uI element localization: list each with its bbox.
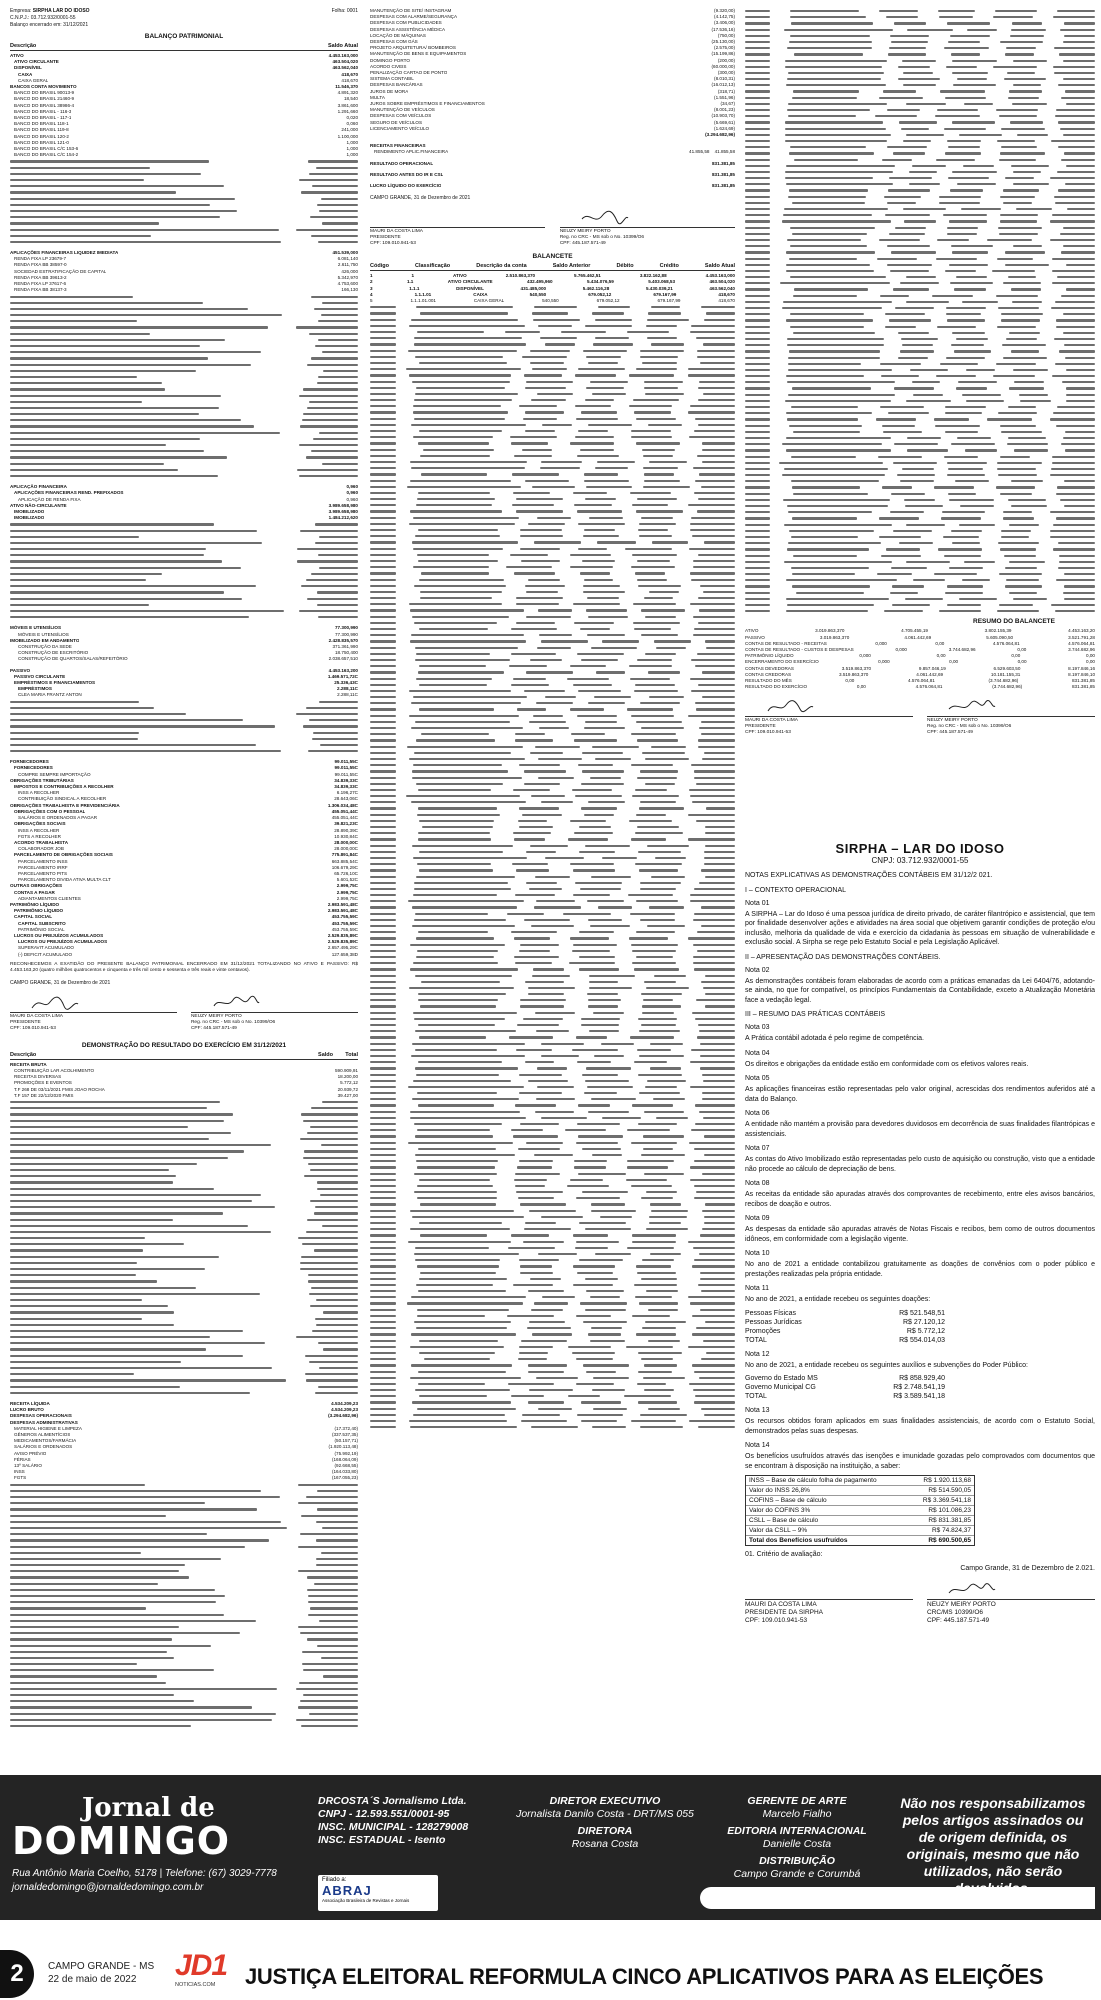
ledger-row: PENALIZAÇÃO CARTAO DE PONTO (300,00) xyxy=(370,70,735,76)
balancete-column: MANUTENÇÃO DE SITE/ INSTAGRAM (9.320,00) DESPESAS COM ALARME/SEGURANÇA (4.142,75) DESPESAS COM PUBLICIDADES (3.406,00) DESPESAS ASSISTÊNCIA MÉDICA (17.536,16) LOCAÇÃO DE MÁQUINAS (750,00) DESPESAS COM GÁS (25.130,00) PROJETO ARQUITETURA/ BOMBEIROS (2.575,00) MANUTENÇÃO DE BENS E EQUIPAMENTOS (15.199,86) DOMINGO PORTO (200,00) ACORDO CIVEIS (60.000,00) PENALIZAÇÃO CARTAO DE PONTO (300,00) SISTEMA CONTABIL (8.010,31) DESPESAS BANCÁRIAS (16.012,13) JUROS DE MORA (318,71) MULTA (1.551,96) JUROS SOBRE EMPRÉSTIMOS E FINANCIAMENTOS (34,67) MANUTENÇÃO DE VEÍCULOS (8.001,23) DESPESAS COM VEÍCULOS (10.903,70) SEGURO DE VEÍCULOS (5.669,61) LICENCIAMENTO VEÍCULO (1.624,69) (3.294.682,96) RECEITAS FINANCEIRAS RENDIMENTO APLIC.FINANCEIRA 41.855,58 41.855,58 RESULTADO OPERACIONAL 831.381,85 RESULTADO ANTES DO IR E CSL 831.381,85 LUCRO LÍQUIDO DO EXERCÍCIO 831.381,85 CAMPO GRANDE, 31 de Dezembro de 2021 MAURI DA COSTA LIMA PRESIDENTE CPF: 109.010.941-53 NEUZY MEIRY PORTO Reg. no CRC - MS sob o No. 10399/O6 CPF: 445.187.571-49 BALANCETE Código Classificação Descrição da conta Saldo Anterior Débito Crédito Saldo Atual 1 1 ATIVO 2.510.863,370 5.765.462,51 3.822.162,88 4.453.163,000 2 1.1 ATIVO CIRCULANTE 432.495,960 5.434.076,59 5.403.068,53 463.504,020 3 1.1.1 DISPONÍVEL 431.485,000 5.462.116,28 5.430.039,21 463.562,040 4 1.1.1.01 CAIXA 540,550 679.052,12 679.167,99 418,670 5 1.1.1.01.001 CAIXA GERAL 540,550 679.052,12 679.167,99 418,670 xyxy=(370,8,735,1758)
disclaimer: Não nos responsabilizamos pelos artigos assinados ou de origem definida, os originais, mesmo que não utilizados, não serão xyxy=(900,1795,1086,1879)
ledger-row: IMOBILIZADO 3.989.658,980 xyxy=(14,508,358,514)
ledger-row: ACORDO TRABALHISTA 28.000,00C xyxy=(14,839,358,845)
ledger-row: CONSTRUÇÃO DA SEDE 371.361,990 xyxy=(18,643,358,649)
summary-rows xyxy=(745,628,1095,690)
ledger-row: DESPESAS ASSISTÊNCIA MÉDICA (17.536,16) xyxy=(370,26,735,32)
lucro-liquido-value: 831.381,85 xyxy=(712,183,735,189)
ledger-row: CONTRIBUIÇÃO LAR ACOLHIMENTO 590.909,91 xyxy=(14,1067,358,1073)
ledger-row: RECEITA BRUTA xyxy=(10,1061,47,1067)
balancete-row: 1 1 ATIVO 2.510.863,370 5.765.462,51 3.822.162,88 4.453.163,000 xyxy=(370,273,735,279)
ledger-row: CONTRIBUIÇÃO SINDICAL A RECOLHER 28.643,06C xyxy=(18,796,358,802)
ledger-row: FÉRIAS (168.064,09) xyxy=(14,1456,358,1462)
ledger-row: IMOBILIZADO EM ANDAMENTO 2.428.835,570 xyxy=(10,637,358,643)
ledger-row: MATERIAL HIGIENE E LIMPEZA (17.372,40) xyxy=(14,1425,358,1431)
balanco-rows-passivo xyxy=(10,668,358,699)
table-row: Promoções R$ 5.772,12 xyxy=(745,1327,945,1335)
signature-block: MAURI DA COSTA LIMA PRESIDENTE CPF: 109.010.941-53 NEUZY MEIRY PORTO Reg. no CRC - MS sob o No. 10399/O6 CPF: 445.187.571-49 xyxy=(370,209,735,247)
ledger-row: BANCO DO BRASIL 118-1 0,060 xyxy=(14,121,358,127)
ledger-filler xyxy=(10,294,358,480)
ledger-row: SUPERAVIT ACUMULADO 2.657.495,29C xyxy=(18,945,358,951)
signature-scribble xyxy=(745,698,913,716)
ledger-row: DESPESAS COM GÁS (25.130,00) xyxy=(370,39,735,45)
summary-row: PASSIVO 3.019.863,370 4.061.442,69 5.605.090,50 3.521.791,28 xyxy=(745,634,1095,640)
ledger-row: EMPRÉSTIMOS E FINANCIAMENTOS 25.336,43C xyxy=(14,679,358,685)
signature-scribble xyxy=(10,994,177,1012)
page-bottom-bar xyxy=(0,1920,1101,2000)
table-row: Governo do Estado MS R$ 858.929,40 xyxy=(745,1375,945,1382)
ledger-row: LUCROS OU PREJUÍZOS ACUMULADOS 2.529.835,89C xyxy=(14,932,358,938)
ledger-row: PARCELAMENTO DE OBRIGAÇÕES SOCIAIS 775.891,84C xyxy=(14,852,358,858)
balancete-row: 3 1.1.1 DISPONÍVEL 431.485,000 5.462.116,28 5.430.039,21 463.562,040 xyxy=(370,285,735,291)
balancete-continuation-column xyxy=(745,8,1095,828)
ledger-row: ADIANTAMENTOS CLIENTES 2.999,75C xyxy=(18,895,358,901)
ledger-row: RECEITA LÍQUIDA 4.534.209,23 xyxy=(10,1400,358,1406)
notes-cnpj: CNPJ: 03.712.932/0001-55 xyxy=(871,856,969,865)
balanco-column-header: Descrição Saldo Atual xyxy=(10,43,358,49)
signature-scribble xyxy=(191,994,358,1012)
ledger-row: SOCIEDAD ESTRATIFICAÇÃO DE CAPITAL 426,000 xyxy=(14,268,358,274)
donations-table xyxy=(745,1309,1095,1345)
ledger-row: SALÁRIOS E ORDENADOS A PAGAR 455.051,44C xyxy=(18,815,358,821)
ledger-row: BANCO DO BRASIL 38986-4 3.861,600 xyxy=(14,102,358,108)
ledger-row: CAIXA 418,670 xyxy=(18,71,358,77)
ledger-row: JUROS DE MORA (318,71) xyxy=(370,88,735,94)
table-row: Pessoas Jurídicas R$ 27.120,12 xyxy=(745,1318,945,1326)
table-row: Valor da CSLL – 9% R$ 74.824,37 xyxy=(746,1526,974,1536)
ledger-row: LUCRO BRUTO 4.534.209,23 xyxy=(10,1407,358,1413)
table-row: COFINS – Base de cálculo R$ 3.369.541,18 xyxy=(746,1496,974,1506)
ledger-row: INSS (164.033,80) xyxy=(14,1469,358,1475)
table-row: Governo Municipal CG R$ 2.748.541,19 xyxy=(745,1384,945,1391)
signature-right: NEUZY MEIRY PORTO Reg. no CRC - MS sob o No. 10399/O6 CPF: 445.187.571-49 xyxy=(191,994,358,1032)
ledger-row: CONTAS A PAGAR 2.999,75C xyxy=(14,889,358,895)
summary-title: RESUMO DO BALANCETE xyxy=(973,618,1055,626)
ledger-row: DESPESAS OPERACIONAIS (3.294.682,96) xyxy=(10,1413,358,1419)
ledger-row: SALÁRIOS E ORDENADOS (1.920.113,48) xyxy=(14,1444,358,1450)
subsidies-table xyxy=(745,1374,1095,1401)
ledger-row: IMOBILIZADO 1.484.212,620 xyxy=(14,515,358,521)
balancete-header-cell: Débito xyxy=(616,263,634,270)
ledger-row: RENDA FIXA LP 23679-7 6.081,140 xyxy=(14,256,358,262)
summary-row: CONTAS DEVEDORAS 3.519.863,370 9.857.046,19 6.529.603,50 8.197.846,16 xyxy=(745,665,1095,671)
ledger-row: PARCELAMENTO INSS 663.885,54C xyxy=(18,858,358,864)
ledger-row: PASSIVO 4.453.163,200 xyxy=(10,667,358,673)
notes-column: SIRPHA – LAR DO IDOSO CNPJ: 03.712.932/0001-55 NOTAS EXPLICATIVAS AS DEMONSTRAÇÕES CONTÁBEIS EM 31/12/2 021. I – CONTEXTO OPERACIONAL Nota 01 A SIRPHA – Lar do Idoso é uma pessoa jurídica de direito privado, de caráter filantrópico e assistencial, que tem por finalidade desenvolver ações e atividades na área social que objetivem garantir condições de proteção e/ou inclusão, melhoria da qualidade de vida e exercício da cidadania às pessoas em situação de vulnerabilidade e exclusão social. A Sirpha se rege pelo Estatuto Social e pela Legislação Aplicável. II – APRESENTAÇÃO DAS DEMONSTRAÇÕES CONTÁBEIS. Nota 02 As demonstrações contábeis foram elaboradas de acordo com a práticas emanadas da Lei 6404/76, adotando-se ainda, no que for compatível, os princípios Fundamentais da Contabilidade, exceto a Atualização Monetária face a vedação legal. III – RESUMO DAS PRÁTICAS CONTÁBEIS Nota 03 A Prática contábil adotada é pelo regime de competência. Nota 04 Os direitos e obrigações da entidade estão em conformidade com os efetivos valores reais. Nota 05 As aplicações financeiras estão representadas pelo valor original, acrescidas dos rendimentos auferidos até a data do Balanço. Nota 06 A entidade não mantém a provisão para devedores duvidosos em decorrência de suas finalidades filantrópicas e assistenciais. Nota 07 As contas do Ativo Imobilizado estão representadas pelo custo de aquisição ou construção, visto que a entidade não procede ao cálculo de depreciação de bens. Nota 08 As receitas da entidade são apuradas através dos comprovantes de recebimento, entre eles avisos bancários, recibos de doação e outros. Nota 09 As despesas da entidade são apuradas através de Notas Fiscais e recibos, bem como de outros documentos idôneos, em conformidade com a legislação vigente. Nota 10 No ano de 2021 a entidade contabilizou gratuitamente as doações de convênios com o poder público e prestações realizadas pela própria entidade. Nota 11 No ano de 2021, a entidade recebeu os seguintes doações: Pessoas Físicas R$ 521.548,51 Pessoas Jurídicas R$ 27.120,12 Promoções R$ 5.772,12 TOTAL R$ 554.014,03 Nota 12 No ano de 2021, a entidade recebeu os seguintes auxílios e subvenções do Poder Público: Governo do Estado MS R$ 858.929,40 Governo Municipal CG R$ 2.748.541,19 TOTAL R$ 3.589.541,18 Nota 13 Os recursos obtidos foram aplicados em suas finalidades assistenciais, de acordo com o Estatuto Social, demonstrados pelas suas despesas. Nota 14 Os benefícios usufruídos através das isenções e imunidade gozadas pelo comprovados com documentos que se encontram à disposição na instituição, a saber: INSS – Base de cálculo folha de pagamento R$ 1.920.113,68 Valor do INSS 26,8% R$ 514.590,05 COFINS – Base de cálculo R$ 3.369.541,18 Valor do COFINS 3% R$ 101.086,23 CSLL – Base de cálculo R$ 831.381,85 Valor da CSLL – 9% R$ 74.824,37 Total dos Benefícios usufruídos R$ 690.500,65 01. Critério de avaliação: Campo Grande, 31 de Dezembro de 2.021. MAURI DA COSTA LIMA PRESIDENTE DA SIRPHA CPF: 109.010.941-53 NEUZY MEIRY PORTO CRC/MS 10399/O6 CPF: 445.187.571-49 xyxy=(745,841,1095,1624)
balanco-rows-aplicacoes xyxy=(10,250,358,293)
ledger-row: MÓVEIS E UTENSÍLIOS 77.300,990 xyxy=(10,625,358,631)
balancete-row: 4 1.1.1.01 CAIXA 540,550 679.052,12 679.167,99 418,670 xyxy=(370,291,735,297)
ledger-row: BANCO DO BRASIL 90013-9 4.891,320 xyxy=(14,90,358,96)
ledger-row: APLICAÇÃO DE RENDA FIXA 0,960 xyxy=(18,496,358,502)
ledger-row: FORNECEDORES 99.011,55C xyxy=(14,765,358,771)
balancete-row: 5 1.1.1.01.001 CAIXA GERAL 540,550 679.052,12 679.167,99 418,670 xyxy=(370,298,735,304)
ledger-row: PATRIMÔNIO SOCIAL 453.755,59C xyxy=(18,926,358,932)
recognition-text: RECONHECEMOS A EXATIDÃO DO PRESENTE BALANÇO PATRIMONIAL ENCERRADO EM 31/12/2021 TOTALIZANDO NO ATIVO E PASSIVO: R$ 4.453.163,20 (quatro milhões quatrocentos e cinquenta e três mil cento e sessenta e três reais e vinte centavos). xyxy=(10,961,358,973)
ledger-row: DISPONÍVEL 463.562,040 xyxy=(14,65,358,71)
ledger-row: DESPESAS ADMINISTRATIVAS xyxy=(10,1419,78,1425)
table-row: Valor do INSS 26,8% R$ 514.590,05 xyxy=(746,1486,974,1496)
ledger-row: RENDA FIXA LP 37617-6 4.753,600 xyxy=(14,281,358,287)
ledger-row: GÊNEROS ALIMENTÍCIOS (337.537,35) xyxy=(14,1432,358,1437)
ledger-filler xyxy=(10,1099,358,1396)
ledger-row: SEGURO DE VEÍCULOS (5.669,61) xyxy=(370,119,735,125)
total-despesas: (3.294.682,96) xyxy=(705,132,735,138)
summary-row: PATRIMÔNIO LÍQUIDO 0,000 0,00 0,00 0,00 xyxy=(745,653,1095,659)
balancete-row: 2 1.1 ATIVO CIRCULANTE 432.495,960 5.434.076,59 5.403.068,53 463.504,020 xyxy=(370,279,735,285)
ledger-row: MANUTENÇÃO DE SITE/ INSTAGRAM (9.320,00) xyxy=(370,8,735,13)
balanco-rows-imobilizado xyxy=(10,625,358,662)
balanco-column: Empresa: SIRPHA LAR DO IDOSO Folha: 0001 C.N.P.J.: 03.712.932/0001-55 Balanço encerrado em: 31/12/2021 BALANÇO PATRIMONIAL Descrição Saldo Atual ATIVO 4.453.163,000 ATIVO CIRCULANTE 463.504,020 DISPONÍVEL 463.562,040 CAIXA 418,670 CAIXA GERAL 418,670 BANCOS CONTA MOVIMENTO 11.546,370 BANCO DO BRASIL 90013-9 4.891,320 BANCO DO BRASIL 21460-9 18,540 BANCO DO BRASIL 38986-4 3.861,600 BANCO DO BRASIL - 116-3 1.291,660 BANCO DO BRASIL - 117-1 0,020 BANCO DO BRASIL 118-1 0,060 BANCO DO BRASIL 119-8 241,000 BANCO DO BRASIL 120-2 1.100,000 BANCO DO BRASIL 121-0 1,000 BANCO DO BRASIL C/C 153-6 1,000 BANCO DO BRASIL C/C 154-2 1,000 APLICAÇÕES FINANCEIRAS LIQUIDEZ IMEDIATA 451.539,000 RENDA FIXA LP 23679-7 6.081,140 RENDA FIXA BB 38597-0 2.611,750 SOCIEDAD ESTRATIFICAÇÃO DE CAPITAL 426,000 RENDA FIXA BB 39613-2 5.342,970 RENDA FIXA LP 37617-6 4.753,600 RENDA FIXA BB 38137-3 166,130 APLICAÇÃO FINANCEIRA 0,960 APLICAÇÕES FINANCEIRAS REND. PREFIXADOS 0,960 APLICAÇÃO DE RENDA FIXA 0,960 ATIVO NÃO-CIRCULANTE 3.989.658,980 IMOBILIZADO 3.989.658,980 IMOBILIZADO 1.484.212,620 MÓVEIS E UTENSÍLIOS 77.300,990 MÓVEIS E UTENSÍLIOS 77.300,990 IMOBILIZADO EM ANDAMENTO 2.428.835,570 CONSTRUÇÃO DA SEDE 371.361,990 CONSTRUÇÃO DE ESCRITÓRIO 18.750,400 CONSTRUÇÃO DE QUARTOS/SALAS/REFEITÓRIO 2.038.657,510 PASSIVO 4.453.163,200 PASSIVO CIRCULANTE 1.469.571,72C EMPRÉSTIMOS E FINANCIAMENTOS 25.336,43C EMPRÉSTIMOS 2.288,11C CLEA MARIA FRANTZ ANTON 2.288,11C FORNECEDORES 99.011,55C FORNECEDORES 99.011,55C COMPRE SEMPRE IMPORTAÇÃO 99.011,55C OBRIGAÇÕES TRIBUTÁRIAS 34.839,33C IMPOSTOS E CONTRIBUIÇÕES A RECOLHER 34.839,33C INSS A RECOLHER 6.196,27C CONTRIBUIÇÃO SINDICAL A RECOLHER 28.643,06C OBRIGAÇÕES TRABALHISTA E PREVIDENCIÁRIA 1.306.034,48C OBRIGAÇÕES COM O PESSOAL 455.051,44C SALÁRIOS E ORDENADOS A PAGAR 455.051,44C OBRIGAÇÕES SOCIAIS 39.821,23C INSS A RECOLHER 28.890,39C FGTS A RECOLHER 10.930,84C ACORDO TRABALHISTA 28.000,00C COLABORADOR JOB 28.000,00C PARCELAMENTO DE OBRIGAÇÕES SOCIAIS 775.891,84C PARCELAMENTO INSS 663.885,54C PARCELAMENTO IRRF 106.679,29C PARCELAMENTO PITS 65.726,10C PARCELAMENTO DIVIDA ATIVA MULTA CLT 5.601,52C OUTRAS OBRIGAÇÕES 2.999,75C CONTAS A PAGAR 2.999,75C ADIANTAMENTOS CLIENTES 2.999,75C PATRIMÔNIO LÍQUIDO 2.983.591,48C PATRIMÔNIO LÍQUIDO 2.983.591,48C CAPITAL SOCIAL 453.755,59C CAPITAL SUBSCRITO 453.755,59C PATRIMÔNIO SOCIAL 453.755,59C LUCROS OU PREJUÍZOS ACUMULADOS 2.529.835,89C LUCROS OU PREJUÍZOS ACUMULADOS 2.529.835,89C SUPERAVIT ACUMULADO 2.657.495,29C (-) DEFICIT ACUMULADO 127.659,38D RECONHECEMOS A EXATIDÃO DO PRESENTE BALANÇO PATRIMONIAL ENCERRADO EM 31/12/2021 TOTALIZANDO NO ATIVO E PASSIVO: R$ 4.453.163,20 (quatro milhões quatrocentos e cinquenta e três mil cento e sessenta e três reais e vinte centavos). CAMPO GRANDE, 31 de Dezembro de 2021 MAURI DA COSTA LIMA PRESIDENTE CPF: 109.010.941-53 NEUZY MEIRY PORTO Reg. no CRC - MS sob o No. 10399/O6 CPF: 445.187.571-49 DEMONSTRAÇÃO DO RESULTADO DO EXERCÍCIO EM 31/12/2021 Descrição Saldo Total RECEITA BRUTA CONTRIBUIÇÃO LAR ACOLHIMENTO 590.909,91 RECEITAS DIVERSAS 18.200,00 PROMOÇÕES E EVENTOS 5.772,12 T.F 268 DE 03/11/2021 FMIS JOAO ROCHA 20.939,72 T.F 157 DE 22/12/2020 FMIS 39.427,00 RECEITA LÍQUIDA 4.534.209,23 LUCRO BRUTO 4.534.209,23 DESPESAS OPERACIONAIS (3.294.682,96) DESPESAS ADMINISTRATIVAS MATERIAL HIGIENE E LIMPEZA (17.372,40) GÊNEROS ALIMENTÍCIOS (337.537,35) MEDICAMENTOS/FARMÁCIA (50.157,71) SALÁRIOS E ORDENADOS (1.920.113,48) AVISO PRÉVIO (75.992,19) FÉRIAS (168.064,09) 13º SALÁRIO (92.668,55) INSS (164.033,80) FGTS (167.055,23) xyxy=(10,8,358,1758)
abraj-badge: Filiado a: ABRAJ Associação Brasileira de Revistas e Jornais xyxy=(318,1875,438,1911)
table-row: TOTAL R$ 554.014,03 xyxy=(745,1336,945,1344)
ledger-row: RENDA FIXA BB 38597-0 2.611,750 xyxy=(14,262,358,268)
ledger-row: BANCO DO BRASIL - 117-1 0,020 xyxy=(14,115,358,121)
balanco-rows-obrigacoes xyxy=(10,759,358,958)
balancete-rows xyxy=(370,273,735,304)
footer-decoration-bar xyxy=(700,1887,1095,1909)
balanco-title: BALANÇO PATRIMONIAL xyxy=(144,33,224,40)
jd1-logo: JD1 NOTICIAS.COM xyxy=(175,1949,228,1988)
balancete-header-cell: Saldo Atual xyxy=(704,263,735,270)
entity-cnpj: 03.712.932/0001-55 xyxy=(30,15,76,21)
ledger-row: CONSTRUÇÃO DE ESCRITÓRIO 18.750,400 xyxy=(18,650,358,656)
balanco-rows-ativo xyxy=(10,53,358,158)
summary-row: RESULTADO DO EXERCÍCIO 0,00 4.576.064,81 (3.744.682,96) 831.381,85 xyxy=(745,684,1095,690)
ledger-row: LUCROS OU PREJUÍZOS ACUMULADOS 2.529.835,89C xyxy=(18,939,358,945)
signature-block: MAURI DA COSTA LIMA PRESIDENTE CPF: 109.010.941-53 NEUZY MEIRY PORTO Reg. no CRC - MS sob o No. 10399/O6 CPF: 445.187.571-49 xyxy=(745,698,1095,736)
ledger-row: RENDA FIXA BB 38137-3 166,130 xyxy=(14,287,358,293)
table-row: Pessoas Físicas R$ 521.548,51 xyxy=(745,1309,945,1317)
date-line: CAMPO GRANDE, 31 de Dezembro de 2021 xyxy=(10,979,111,986)
summary-row: ENCERRAMENTO DO EXERCÍCIO 0,000 0,00 0,00 0,00 xyxy=(745,659,1095,665)
ledger-row: PARCELAMENTO IRRF 106.679,29C xyxy=(18,864,358,870)
ledger-row: MÓVEIS E UTENSÍLIOS 77.300,990 xyxy=(18,631,358,637)
ledger-row: (-) DEFICIT ACUMULADO 127.659,38D xyxy=(18,951,358,957)
dre-title: DEMONSTRAÇÃO DO RESULTADO DO EXERCÍCIO EM 31/12/2021 xyxy=(81,1041,287,1049)
ledger-row: PARCELAMENTO DIVIDA ATIVA MULTA CLT 5.601,52C xyxy=(18,877,358,883)
ledger-row: BANCO DO BRASIL 21460-9 18,540 xyxy=(14,96,358,102)
ledger-filler xyxy=(745,8,1095,614)
ledger-row: DESPESAS COM ALARME/SEGURANÇA (4.142,75) xyxy=(370,14,735,20)
ledger-row: RECEITAS DIVERSAS 18.200,00 xyxy=(14,1074,358,1080)
summary-row: ATIVO 3.019.863,370 4.705.455,19 3.802.155,39 4.453.163,20 xyxy=(745,628,1095,634)
balancete-header xyxy=(370,263,735,271)
ledger-row: ACORDO CIVEIS (60.000,00) xyxy=(370,63,735,69)
ledger-row: EMPRÉSTIMOS 2.288,11C xyxy=(18,686,358,692)
ledger-row: BANCO DO BRASIL C/C 153-6 1,000 xyxy=(14,146,358,152)
ledger-row: CAPITAL SUBSCRITO 453.755,59C xyxy=(18,920,358,926)
ledger-row: PATRIMÔNIO LÍQUIDO 2.983.591,48C xyxy=(10,901,358,907)
ledger-filler xyxy=(10,699,358,755)
entity-name: SIRPHA LAR DO IDOSO xyxy=(32,8,90,14)
ledger-row: T.F 268 DE 03/11/2021 FMIS JOAO ROCHA 20.939,72 xyxy=(14,1086,358,1092)
ledger-row: LOCAÇÃO DE MÁQUINAS (750,00) xyxy=(370,32,735,38)
ledger-row: BANCO DO BRASIL 120-2 1.100,000 xyxy=(14,133,358,139)
balancete-header-cell: Classificação xyxy=(415,263,451,270)
ledger-row: FGTS A RECOLHER 10.930,84C xyxy=(18,833,358,839)
ledger-row: FGTS (167.055,23) xyxy=(14,1475,358,1481)
ledger-row: APLICAÇÕES FINANCEIRAS REND. PREFIXADOS 0,960 xyxy=(14,490,358,496)
ledger-row: ATIVO 4.453.163,000 xyxy=(10,53,358,58)
ledger-row: BANCO DO BRASIL 121-0 1,000 xyxy=(14,139,358,145)
ledger-row: OBRIGAÇÕES TRIBUTÁRIAS 34.839,33C xyxy=(10,777,358,783)
dre-continuation-rows xyxy=(370,8,735,132)
ledger-row: BANCO DO BRASIL 119-8 241,000 xyxy=(14,127,358,133)
editorial-info: GERENTE DE ARTE Marcelo Fialho EDITORIA INTERNACIONAL Danielle Costa DISTRIBUIÇÃO Campo Grande e Corumbá xyxy=(727,1795,867,1880)
ledger-row: INSS A RECOLHER 6.196,27C xyxy=(18,790,358,796)
balancete-header-cell: Crédito xyxy=(659,263,679,270)
lucro-liquido-label: LUCRO LÍQUIDO DO EXERCÍCIO xyxy=(370,183,442,189)
ledger-row: OBRIGAÇÕES TRABALHISTA E PREVIDENCIÁRIA 1.306.034,48C xyxy=(10,802,358,808)
dre-column-header: Descrição Saldo Total xyxy=(10,1051,358,1058)
ledger-row: APLICAÇÃO FINANCEIRA 0,960 xyxy=(10,484,358,490)
table-row: Total dos Benefícios usufruídos R$ 690.500,65 xyxy=(749,1537,971,1544)
ledger-row: T.F 157 DE 22/12/2020 FMIS 39.427,00 xyxy=(14,1092,358,1098)
balancete-header-cell: Descrição da conta xyxy=(476,263,527,270)
balancete-header-cell: Saldo Anterior xyxy=(552,263,591,270)
summary-row: CONTAS DE RESULTADO - RECEITAS 0,000 0,00 4.576.064,81 4.576.064,81 xyxy=(745,640,1095,646)
ledger-row: INSS A RECOLHER 28.890,39C xyxy=(18,827,358,833)
ledger-row: COMPRE SEMPRE IMPORTAÇÃO 99.011,55C xyxy=(18,771,358,777)
signature-scribble xyxy=(560,209,735,227)
ledger-row: BANCO DO BRASIL - 116-3 1.291,660 xyxy=(14,108,358,114)
address: Rua Antônio Maria Coelho, 5178 | Telefone: (67) 3029-7778 xyxy=(12,1868,277,1879)
signature-scribble xyxy=(927,1581,1095,1599)
signature-scribble xyxy=(927,698,1095,716)
ledger-row: MANUTENÇÃO DE BENS E EQUIPAMENTOS (15.199,86) xyxy=(370,51,735,57)
ledger-row: PROMOÇÕES E EVENTOS 5.772,12 xyxy=(14,1080,358,1086)
email: jornaldedomingo@jornaldedomingo.com.br xyxy=(12,1882,204,1893)
ledger-row: DOMINGO PORTO (200,00) xyxy=(370,57,735,63)
ledger-row: SISTEMA CONTABIL (8.010,31) xyxy=(370,76,735,82)
ledger-row: CAIXA GERAL 418,670 xyxy=(18,77,358,83)
ledger-row: MANUTENÇÃO DE VEÍCULOS (8.001,23) xyxy=(370,107,735,113)
ledger-row: CONSTRUÇÃO DE QUARTOS/SALAS/REFEITÓRIO 2.038.657,510 xyxy=(18,656,358,662)
ledger-filler xyxy=(10,1482,358,1730)
ledger-filler xyxy=(10,158,358,245)
ledger-row: 13º SALÁRIO (92.668,55) xyxy=(14,1463,358,1469)
ledger-row: JUROS SOBRE EMPRÉSTIMOS E FINANCIAMENTOS (34,67) xyxy=(370,101,735,107)
table-row: INSS – Base de cálculo folha de pagamento R$ 1.920.113,68 xyxy=(746,1476,974,1486)
benefits-table xyxy=(745,1475,975,1546)
ledger-row: BANCO DO BRASIL C/C 154-2 1,000 xyxy=(14,152,358,158)
table-row: Valor do COFINS 3% R$ 101.086,23 xyxy=(746,1506,974,1516)
notes-signature-block: MAURI DA COSTA LIMA PRESIDENTE DA SIRPHA CPF: 109.010.941-53 NEUZY MEIRY PORTO CRC/MS 10399/O6 CPF: 445.187.571-49 xyxy=(745,1581,1095,1625)
headline: JUSTIÇA ELEITORAL REFORMULA CINCO APLICATIVOS PARA AS ELEIÇÕES xyxy=(245,1964,1044,1989)
logo-main-text: DOMINGO xyxy=(12,1819,231,1863)
table-row: CSLL – Base de cálculo R$ 831.381,85 xyxy=(746,1516,974,1526)
dre-rows xyxy=(10,1062,358,1099)
ledger-row: PROJETO ARQUITETURA/ BOMBEIROS (2.575,00) xyxy=(370,45,735,51)
balancete-title: BALANCETE xyxy=(532,253,573,261)
ledger-row: DESPESAS COM VEÍCULOS (10.903,70) xyxy=(370,113,735,119)
summary-row: CONTAS CREDORAS 3.519.863,370 4.061.442,69 10.181.155,31 8.197.846,10 xyxy=(745,671,1095,677)
balanco-rows-nao-circulante xyxy=(10,484,358,521)
ledger-row: IMPOSTOS E CONTRIBUIÇÕES A RECOLHER 34.839,33C xyxy=(14,784,358,790)
ledger-row: PATRIMÔNIO LÍQUIDO 2.983.591,48C xyxy=(14,908,358,914)
ledger-row: AVISO PRÉVIO (75.992,19) xyxy=(14,1450,358,1456)
ledger-filler xyxy=(370,304,735,1430)
ledger-row: PASSIVO CIRCULANTE 1.469.571,72C xyxy=(14,673,358,679)
ledger-row: RENDA FIXA BB 39613-2 5.342,970 xyxy=(14,274,358,280)
ledger-row: BANCOS CONTA MOVIMENTO 11.546,370 xyxy=(10,84,358,90)
ledger-row: CAPITAL SOCIAL 453.755,59C xyxy=(14,914,358,920)
summary-row: RESULTADO DO MÊS 0,00 4.576.064,81 (3.744.682,96) 831.381,85 xyxy=(745,678,1095,683)
ledger-row: PARCELAMENTO PITS 65.726,10C xyxy=(18,870,358,876)
page-number: 2 xyxy=(0,1950,34,1998)
table-row: TOTAL R$ 3.589.541,18 xyxy=(745,1393,945,1400)
ledger-row: FORNECEDORES 99.011,55C xyxy=(10,759,358,765)
logo-top-text: Jornal de xyxy=(82,1793,215,1823)
newspaper-footer xyxy=(0,1775,1101,1920)
ledger-row: MULTA (1.551,96) xyxy=(370,94,735,100)
signature-block xyxy=(10,994,358,1032)
signature-left: MAURI DA COSTA LIMA PRESIDENTE CPF: 109.010.941-53 xyxy=(10,994,177,1032)
ledger-row: LICENCIAMENTO VEÍCULO (1.624,69) xyxy=(370,125,735,131)
ledger-row: DESPESAS COM PUBLICIDADES (3.406,00) xyxy=(370,20,735,26)
ledger-row: OBRIGAÇÕES COM O PESSOAL 455.051,44C xyxy=(14,808,358,814)
company-info: DRCOSTA´S Jornalismo Ltda. CNPJ - 12.593.551/0001-95 INSC. MUNICIPAL - 128279008 INSC. ESTADUAL - Isento xyxy=(318,1795,469,1846)
ledger-row: DESPESAS BANCÁRIAS (16.012,13) xyxy=(370,82,735,88)
ledger-row: COLABORADOR JOB 28.000,00C xyxy=(18,846,358,852)
ledger-row: CLEA MARIA FRANTZ ANTON 2.288,11C xyxy=(18,692,358,698)
ledger-row: APLICAÇÕES FINANCEIRAS LIQUIDEZ IMEDIATA 451.539,000 xyxy=(10,250,358,256)
balancete-header-cell: Código xyxy=(370,263,389,270)
directors-info: DIRETOR EXECUTIVO Jornalista Danilo Costa - DRT/MS 055 DIRETORA Rosana Costa xyxy=(516,1795,694,1850)
ledger-row: OBRIGAÇÕES SOCIAIS 39.821,23C xyxy=(14,821,358,827)
summary-row: CONTAS DE RESULTADO - CUSTOS E DESPESAS 0,000 3.744.682,96 0,00 3.744.682,96 xyxy=(745,646,1095,652)
edition-info: CAMPO GRANDE - MS 22 de maio de 2022 xyxy=(48,1961,155,1985)
ledger-row: ATIVO NÃO-CIRCULANTE 3.989.658,980 xyxy=(10,502,358,508)
ledger-filler xyxy=(10,521,358,620)
ledger-row: ATIVO CIRCULANTE 463.504,020 xyxy=(14,59,358,65)
logo xyxy=(12,1795,312,1895)
dre-rows-despesas xyxy=(10,1401,358,1482)
ledger-row: MEDICAMENTOS/FARMÁCIA (50.157,71) xyxy=(14,1438,358,1444)
notes-title: SIRPHA – LAR DO IDOSO xyxy=(835,841,1005,856)
ledger-row: OUTRAS OBRIGAÇÕES 2.999,75C xyxy=(10,883,358,889)
